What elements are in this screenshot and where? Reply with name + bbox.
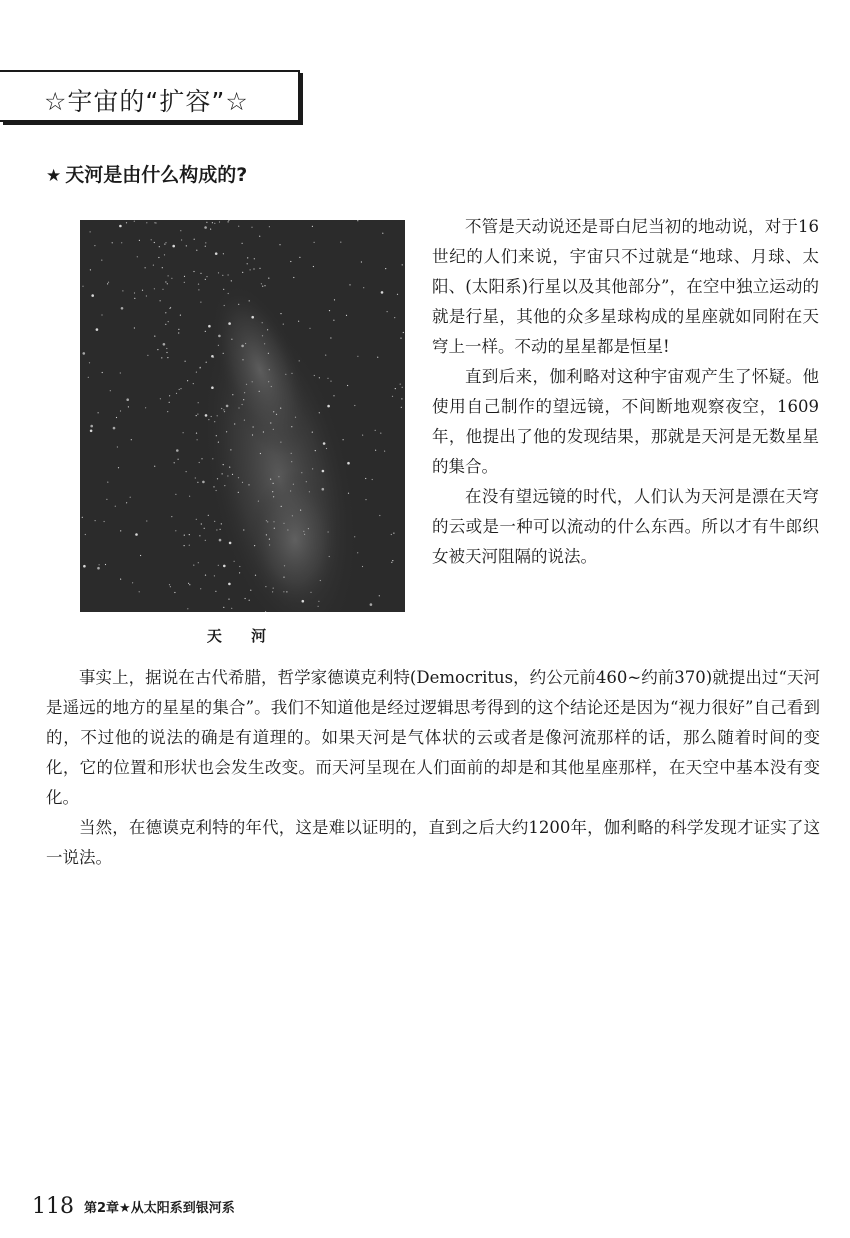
paragraph: 不管是天动说还是哥白尼当初的地动说，对于16世纪的人们来说，宇宙只不过就是“地球、月球、太阳、(太阳系)行星以及其他部分”，在空中独立运动的就是行星，其他的众多星球构成的星座就如同附在天穹上一样。不动的星星都是恒星! — [432, 217, 819, 356]
paragraph: 直到后来，伽利略对这种宇宙观产生了怀疑。他使用自己制作的望远镜，不间断地观察夜空，1609年，他提出了他的发现结果，那就是天河是无数星星的集合。 — [432, 367, 819, 476]
milky-way-starfield — [80, 220, 405, 612]
figure-caption: 天 河 — [206, 627, 279, 645]
paragraph: 事实上，据说在古代希腊，哲学家德谟克利特(Democritus，约公元前460~约前370)就提出过“天河是遥远的地方的星星的集合”。我们不知道他是经过逻辑思考得到的这个结论还是因为“视力很好”自己看到的，不过他的说法的确是有道理的。如果天河是气体状的云或者是像河流那样的话，那么随着时间的变化，它的位置和形状也会发生改变。而天河呈现在人们面前的却是和其他星座那样，在天空中基本没有变化。 — [46, 668, 820, 807]
paragraph: 在没有望远镜的时代，人们认为天河是漂在天穹的云或是一种可以流动的什么东西。所以才有牛郎织女被天河阻隔的说法。 — [432, 487, 819, 566]
section-title-box — [0, 70, 300, 122]
full-width-text — [46, 663, 820, 873]
section-title: ☆宇宙的“扩容”☆ — [44, 87, 249, 116]
star-icon: ★ — [46, 166, 62, 186]
paragraph: 当然，在德谟克利特的年代，这是难以证明的，直到之后大约1200年，伽利略的科学发现才证实了这一说法。 — [46, 818, 820, 867]
subsection-heading — [46, 160, 247, 187]
right-column-text — [432, 212, 819, 572]
page-footer — [32, 1194, 235, 1219]
page-number: 118 — [32, 1194, 74, 1219]
milky-way-photo — [80, 220, 405, 612]
subsection-heading-text: 天河是由什么构成的? — [65, 164, 248, 186]
chapter-title: 第2章★从太阳系到银河系 — [84, 1201, 235, 1216]
